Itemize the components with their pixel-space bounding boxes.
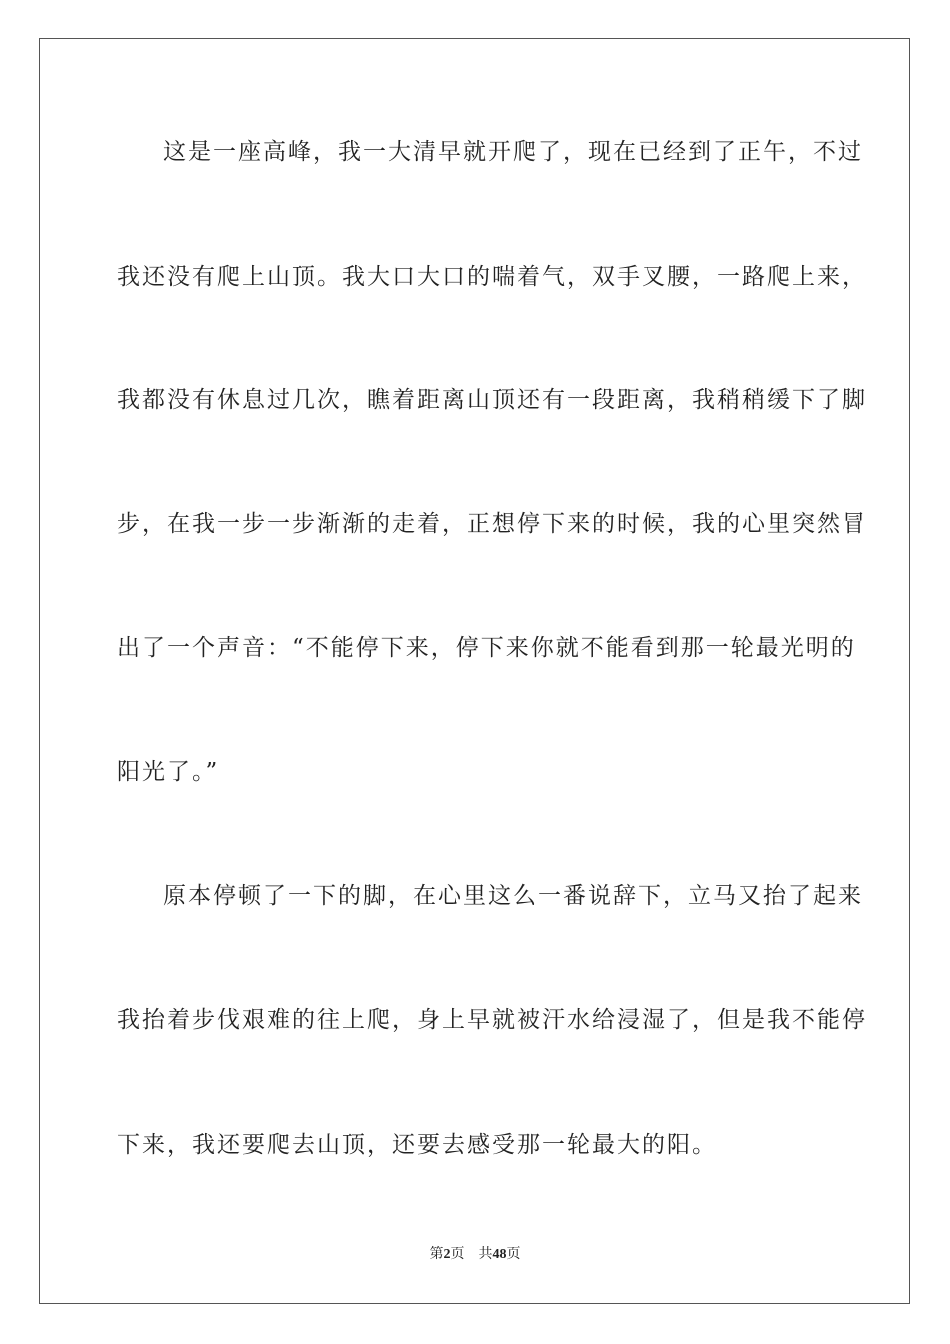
paragraph-line: 我抬着步伐艰难的往上爬，身上早就被汗水给浸湿了，但是我不能停 bbox=[117, 1007, 867, 1033]
paragraph-line: 阳光了。” bbox=[117, 759, 220, 785]
paragraph-line: 我都没有休息过几次，瞧着距离山顶还有一段距离，我稍稍缓下了脚 bbox=[117, 387, 867, 413]
paragraph-line: 步，在我一步一步渐渐的走着，正想停下来的时候，我的心里突然冒 bbox=[117, 511, 867, 537]
paragraph-line: 我还没有爬上山顶。我大口大口的喘着气，双手叉腰，一路爬上来， bbox=[117, 264, 867, 290]
page-number-suffix: 页 bbox=[450, 1247, 465, 1262]
total-pages-suffix: 页 bbox=[506, 1247, 521, 1262]
total-pages: 48 bbox=[492, 1247, 507, 1262]
total-pages-prefix: 共 bbox=[478, 1247, 493, 1262]
paragraph-line: 这是一座高峰，我一大清早就开爬了，现在已经到了正午，不过 bbox=[163, 139, 863, 165]
page-number-prefix: 第 bbox=[429, 1247, 444, 1262]
page-border bbox=[39, 38, 910, 1304]
page-footer bbox=[0, 1246, 950, 1264]
paragraph-line: 出了一个声音：“不能停下来，停下来你就不能看到那一轮最光明的 bbox=[117, 635, 856, 661]
paragraph-line: 原本停顿了一下的脚，在心里这么一番说辞下，立马又抬了起来 bbox=[163, 883, 863, 909]
page-number: 2 bbox=[443, 1247, 451, 1262]
paragraph-line: 下来，我还要爬去山顶，还要去感受那一轮最大的阳。 bbox=[117, 1132, 717, 1158]
